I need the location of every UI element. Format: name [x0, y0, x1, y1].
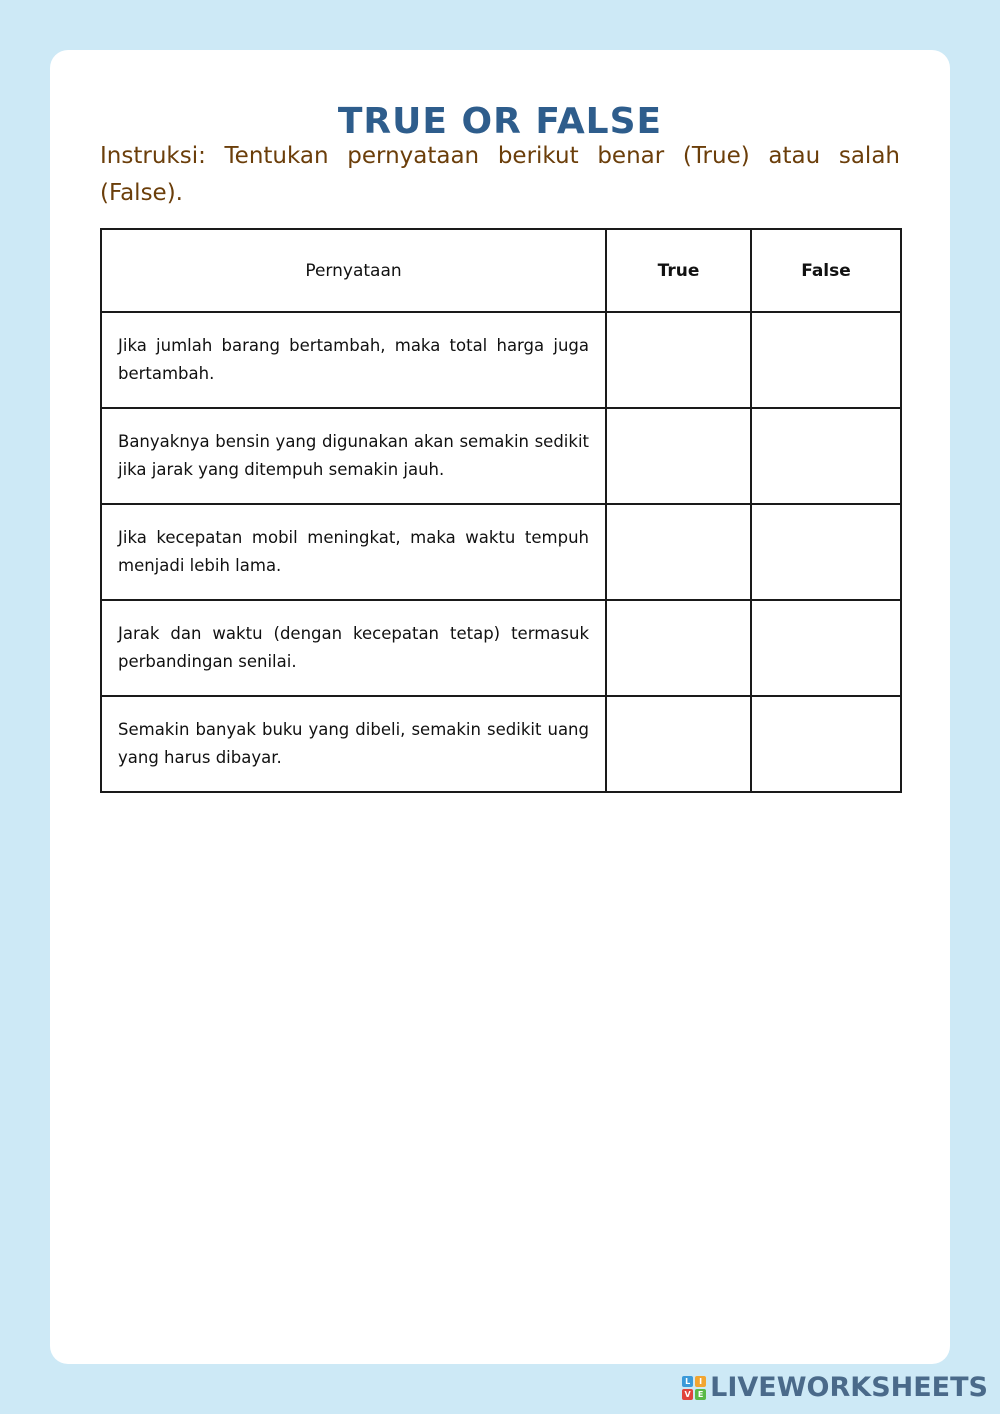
statement-cell: Jarak dan waktu (dengan kecepatan tetap) termasuk perbandingan senilai.	[101, 600, 606, 696]
table-header-row	[101, 229, 901, 312]
logo-tile-i: I	[695, 1376, 706, 1387]
worksheet-title: TRUE OR FALSE	[337, 101, 663, 142]
table-row	[101, 504, 901, 600]
statement-cell: Jika jumlah barang bertambah, maka total harga juga bertambah.	[101, 312, 606, 408]
logo-tile-l: L	[682, 1376, 693, 1387]
liveworksheets-logo-icon	[682, 1376, 706, 1400]
true-answer-box[interactable]	[606, 696, 751, 792]
table-row	[101, 312, 901, 408]
true-answer-box[interactable]	[606, 504, 751, 600]
liveworksheets-brand[interactable]	[682, 1372, 988, 1404]
logo-tile-v: V	[682, 1389, 693, 1400]
true-answer-box[interactable]	[606, 408, 751, 504]
table-row	[101, 600, 901, 696]
statement-cell: Banyaknya bensin yang digunakan akan semakin sedikit jika jarak yang ditempuh semakin jauh.	[101, 408, 606, 504]
header-statement: Pernyataan	[101, 229, 606, 312]
true-answer-box[interactable]	[606, 312, 751, 408]
header-false: False	[751, 229, 901, 312]
statement-cell: Jika kecepatan mobil meningkat, maka waktu tempuh menjadi lebih lama.	[101, 504, 606, 600]
true-answer-box[interactable]	[606, 600, 751, 696]
false-answer-box[interactable]	[751, 504, 901, 600]
instruction-text: Instruksi: Tentukan pernyataan berikut benar (True) atau salah (False).	[100, 143, 900, 206]
false-answer-box[interactable]	[751, 696, 901, 792]
logo-tile-e: E	[695, 1389, 706, 1400]
false-answer-box[interactable]	[751, 408, 901, 504]
false-answer-box[interactable]	[751, 312, 901, 408]
table-row	[101, 408, 901, 504]
true-false-table	[100, 228, 902, 793]
false-answer-box[interactable]	[751, 600, 901, 696]
header-true: True	[606, 229, 751, 312]
table-row	[101, 696, 901, 792]
statement-cell: Semakin banyak buku yang dibeli, semakin sedikit uang yang harus dibayar.	[101, 696, 606, 792]
liveworksheets-wordmark: LIVEWORKSHEETS	[710, 1372, 988, 1403]
